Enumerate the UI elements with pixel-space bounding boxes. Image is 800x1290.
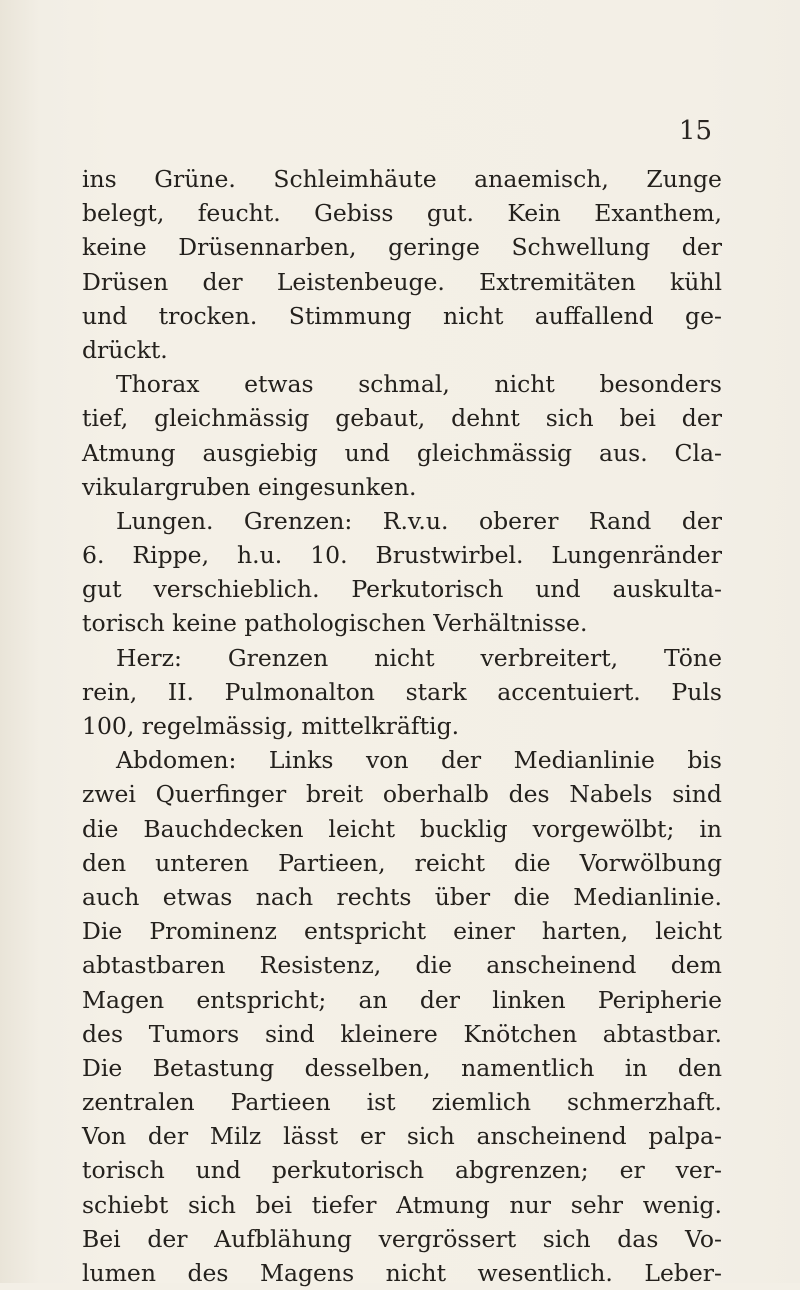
page-number: 15: [678, 116, 712, 146]
text-line: Thorax etwas schmal, nicht besonders: [116, 370, 722, 399]
text-line: ins Grüne. Schleimhäute anaemisch, Zunge: [82, 165, 722, 193]
text-line: Herz: Grenzen nicht verbreitert, Töne: [116, 643, 722, 672]
text-line: zwei Querfinger breit oberhalb des Nabels sind: [82, 780, 722, 809]
text-line: Bei der Aufblähung vergrössert sich das Vo-: [82, 1224, 722, 1253]
text-line: Die Prominenz entspricht einer harten, leicht: [82, 917, 722, 946]
text-line: keine Drüsennarben, geringe Schwellung der: [82, 233, 722, 262]
text-line: den unteren Partieen, reicht die Vorwölbung: [82, 848, 722, 877]
text-line: torisch keine pathologischen Verhältnisse.: [82, 609, 588, 638]
text-line: vikulargruben eingesunken.: [82, 472, 417, 501]
text-line: Drüsen der Leistenbeuge. Extremitäten kühl: [82, 267, 722, 296]
text-line: belegt, feucht. Gebiss gut. Kein Exanthem,: [82, 199, 722, 228]
text-line: abtastbaren Resistenz, die anscheinend dem: [82, 951, 722, 980]
text-line: schiebt sich bei tiefer Atmung nur sehr wenig.: [82, 1190, 722, 1219]
text-line: Magen entspricht; an der linken Peripherie: [82, 985, 722, 1014]
body-text: [82, 162, 722, 1290]
text-line: Von der Milz lässt er sich anscheinend palpa-: [82, 1122, 722, 1151]
text-line: Atmung ausgiebig und gleichmässig aus. Cla-: [82, 438, 722, 467]
text-line: auch etwas nach rechts über die Medianlinie.: [82, 882, 722, 911]
text-line: gut verschieblich. Perkutorisch und auskulta-: [82, 575, 722, 604]
text-line: und trocken. Stimmung nicht auffallend ge-: [82, 301, 722, 330]
text-line: Abdomen: Links von der Medianlinie bis: [116, 746, 722, 775]
text-line: lumen des Magens nicht wesentlich. Leber-: [82, 1259, 722, 1287]
text-line: tief, gleichmässig gebaut, dehnt sich bei der: [82, 404, 722, 433]
text-line: 6. Rippe, h.u. 10. Brustwirbel. Lungenränder: [82, 541, 722, 570]
text-line: Lungen. Grenzen: R.v.u. oberer Rand der: [116, 506, 722, 535]
text-line: die Bauchdecken leicht bucklig vorgewölbt; in: [82, 814, 722, 843]
text-line: 100, regelmässig, mittelkräftig.: [82, 712, 460, 740]
text-line: des Tumors sind kleinere Knötchen abtastbar.: [82, 1019, 722, 1048]
text-line: Die Betastung desselben, namentlich in den: [82, 1053, 722, 1082]
text-line: drückt.: [82, 335, 168, 364]
text-line: zentralen Partieen ist ziemlich schmerzhaft.: [82, 1088, 722, 1117]
text-line: torisch und perkutorisch abgrenzen; er ver-: [82, 1156, 722, 1185]
text-line: rein, II. Pulmonalton stark accentuiert. Puls: [82, 677, 722, 706]
